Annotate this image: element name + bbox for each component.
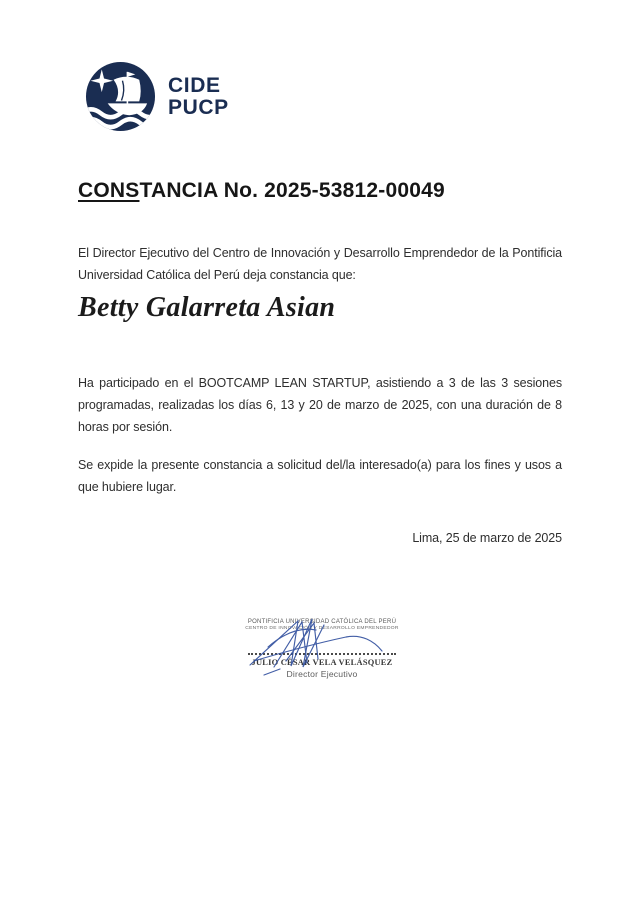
caravel-ship-logo-icon: [85, 61, 156, 132]
stamp-center-line: CENTRO DE INNOVACIÓN Y DESARROLLO EMPRENDEDOR: [245, 626, 399, 631]
signature-block: [238, 619, 406, 679]
issuance-paragraph: Se expide la presente constancia a solicitud del/la interesado(a) para los fines y usos a que hubiere lugar.: [78, 457, 562, 494]
recipient-name: Betty Galarreta Asian: [78, 292, 336, 323]
signer-title: Director Ejecutivo: [286, 669, 358, 679]
logo-text-cide: CIDE: [168, 74, 221, 97]
place-date-line: Lima, 25 de marzo de 2025: [412, 531, 562, 545]
logo-wordmark: [168, 75, 229, 118]
cide-pucp-logo: [85, 61, 229, 132]
participation-paragraph: Ha participado en el BOOTCAMP LEAN STARTUP, asistiendo a 3 de las 3 sesiones programadas, realizadas los días 6, 13 y 20 de marzo de 2025, con una duración de 8 horas por sesión.: [78, 375, 562, 434]
document-title: [78, 179, 445, 203]
logo-text-pucp: PUCP: [168, 95, 229, 119]
document-title-underlined: CONS: [78, 179, 140, 202]
signature-rule: [248, 653, 396, 655]
stamp-university-line: PONTIFICIA UNIVERSIDAD CATÓLICA DEL PERÚ: [247, 619, 397, 625]
intro-paragraph: El Director Ejecutivo del Centro de Innovación y Desarrollo Emprendedor de la Pontificia Universidad Católica del Perú deja constancia que:: [78, 245, 562, 282]
document-title-number: TANCIA No. 2025-53812-00049: [139, 179, 445, 202]
signer-name: JULIO CÉSAR VELA VELÁSQUEZ: [251, 658, 393, 667]
signature-space: [238, 632, 406, 653]
